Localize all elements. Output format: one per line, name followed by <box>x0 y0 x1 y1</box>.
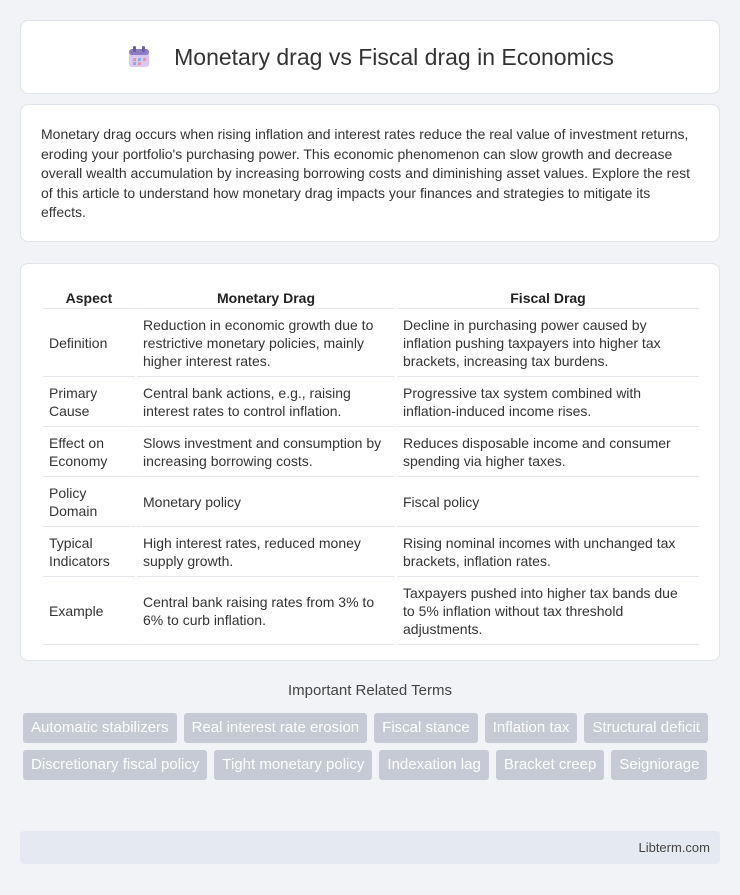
row-fiscal: Taxpayers pushed into higher tax bands due to 5% inflation without tax threshold adjustments. <box>397 578 699 645</box>
related-terms-title: Important Related Terms <box>288 682 452 699</box>
related-term-tag[interactable]: Structural deficit <box>584 713 708 743</box>
related-term-tag[interactable]: Discretionary fiscal policy <box>23 750 207 780</box>
header-aspect: Aspect <box>43 285 135 309</box>
row-monetary: Slows investment and consumption by increasing borrowing costs. <box>137 428 395 477</box>
row-aspect: Definition <box>43 310 135 377</box>
table-row <box>43 428 699 477</box>
row-aspect: Example <box>43 578 135 645</box>
calendar-icon <box>126 44 152 70</box>
footer <box>20 831 720 864</box>
row-fiscal: Progressive tax system combined with inflation-induced income rises. <box>397 378 699 427</box>
table-row <box>43 528 699 577</box>
table-row <box>43 578 699 645</box>
table-header-row <box>43 285 699 309</box>
header-card <box>20 20 720 94</box>
table-row <box>43 310 699 377</box>
row-monetary: Monetary policy <box>137 478 395 527</box>
header-monetary: Monetary Drag <box>137 285 395 309</box>
row-monetary: High interest rates, reduced money supply growth. <box>137 528 395 577</box>
row-aspect: Typical Indicators <box>43 528 135 577</box>
row-fiscal: Decline in purchasing power caused by inflation pushing taxpayers into higher tax brackets, increasing tax burdens. <box>397 310 699 377</box>
related-term-tag[interactable]: Seigniorage <box>611 750 707 780</box>
comparison-table <box>41 284 701 646</box>
row-monetary: Reduction in economic growth due to restrictive monetary policies, mainly higher interest rates. <box>137 310 395 377</box>
related-terms-list <box>23 713 723 787</box>
related-term-tag[interactable]: Real interest rate erosion <box>184 713 368 743</box>
intro-text: Monetary drag occurs when rising inflation and interest rates reduce the real value of investment returns, eroding your portfolio's purchasing power. This economic phenomenon can slow growth and decrease overall wealth accumulation by increasing borrowing costs and diminishing asset values. Explore the rest of this article to understand how monetary drag impacts your finances and strategies to mitigate its effects. <box>41 126 690 220</box>
row-fiscal: Reduces disposable income and consumer spending via higher taxes. <box>397 428 699 477</box>
row-fiscal: Fiscal policy <box>397 478 699 527</box>
page-title: Monetary drag vs Fiscal drag in Economics <box>174 43 614 70</box>
comparison-card <box>20 263 720 661</box>
related-term-tag[interactable]: Fiscal stance <box>374 713 478 743</box>
row-fiscal: Rising nominal incomes with unchanged tax brackets, inflation rates. <box>397 528 699 577</box>
table-row <box>43 478 699 527</box>
related-term-tag[interactable]: Tight monetary policy <box>214 750 372 780</box>
related-term-tag[interactable]: Bracket creep <box>496 750 605 780</box>
row-monetary: Central bank raising rates from 3% to 6% to curb inflation. <box>137 578 395 645</box>
row-aspect: Primary Cause <box>43 378 135 427</box>
intro-card <box>20 104 720 242</box>
row-aspect: Policy Domain <box>43 478 135 527</box>
footer-site-link[interactable]: Libterm.com <box>638 840 710 855</box>
header-fiscal: Fiscal Drag <box>397 285 699 309</box>
row-monetary: Central bank actions, e.g., raising interest rates to control inflation. <box>137 378 395 427</box>
related-term-tag[interactable]: Inflation tax <box>485 713 578 743</box>
row-aspect: Effect on Economy <box>43 428 135 477</box>
table-row <box>43 378 699 427</box>
related-term-tag[interactable]: Indexation lag <box>379 750 488 780</box>
related-term-tag[interactable]: Automatic stabilizers <box>23 713 177 743</box>
